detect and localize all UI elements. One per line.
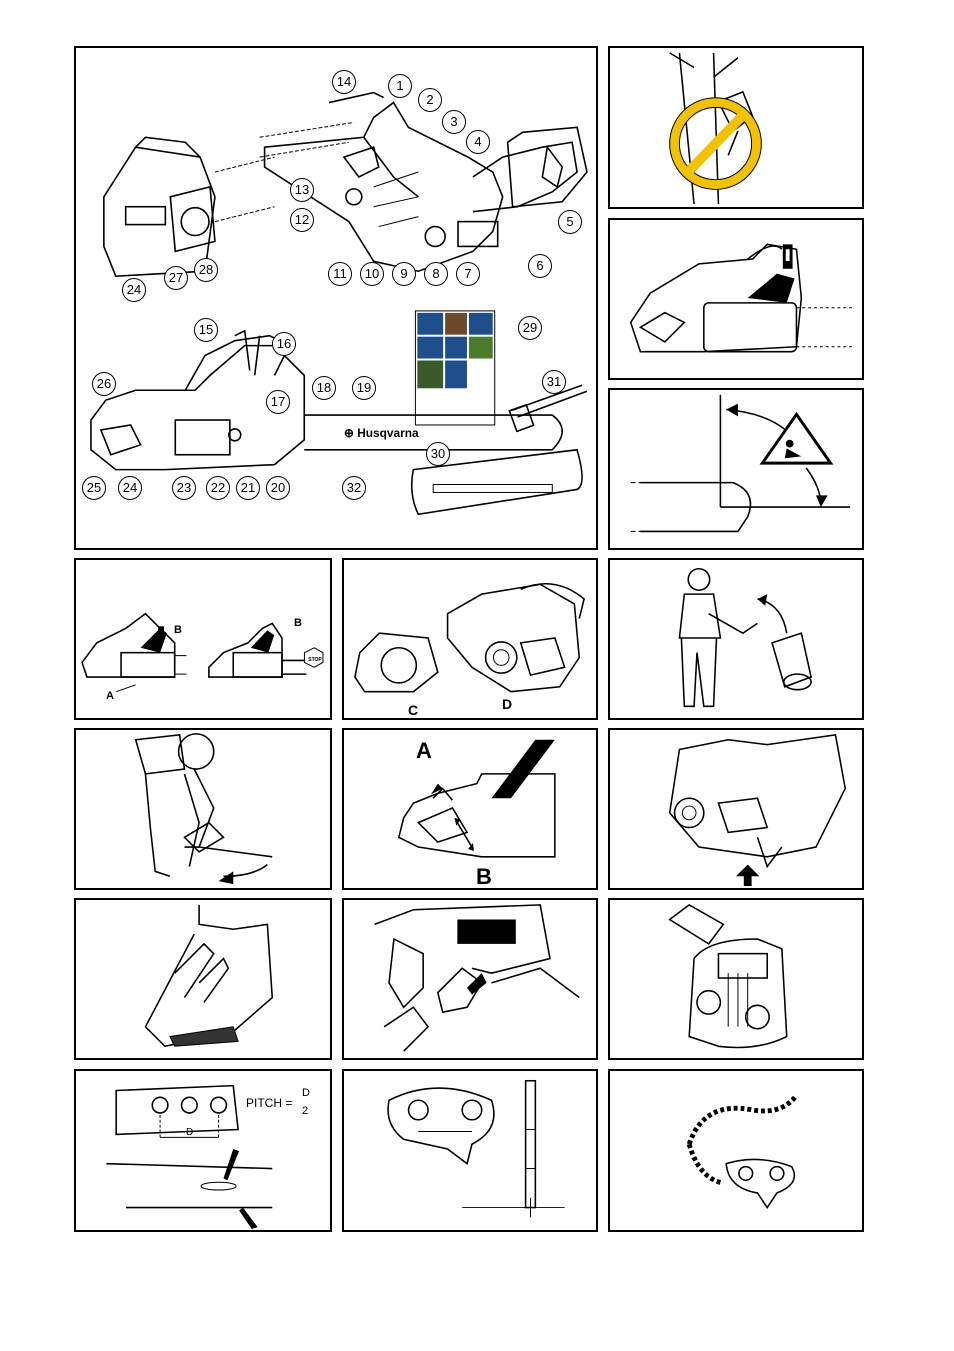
- callout-2: 2: [418, 88, 442, 112]
- pitch-formula-label: PITCH =: [246, 1096, 293, 1110]
- label-brake-b-right: B: [294, 617, 302, 629]
- callout-23: 22: [206, 476, 230, 500]
- label-c: C: [408, 702, 419, 718]
- callout-24-bottom: 23: [172, 476, 196, 500]
- chain-catcher-detail-panel: [608, 728, 864, 890]
- callout-20: 32: [342, 476, 366, 500]
- label-brake-a: A: [106, 690, 114, 702]
- callout-16: 16: [272, 332, 296, 356]
- parts-overview-drawing: [76, 48, 596, 548]
- throttle-lock-panel: [342, 898, 598, 1060]
- air-filter-panel: [608, 898, 864, 1060]
- front-handle-panel: [74, 898, 332, 1060]
- callout-18: 18: [312, 376, 336, 400]
- callout-9: 9: [392, 262, 416, 286]
- callout-5: 5: [558, 210, 582, 234]
- parts-overview-panel: [74, 46, 598, 550]
- callout-1: 1: [388, 74, 412, 98]
- brand-wordmark: ⊕ Husqvarna: [343, 425, 419, 440]
- callout-4: 4: [466, 130, 490, 154]
- callout-6: 6: [528, 254, 552, 278]
- chain-pitch-panel: [74, 1069, 332, 1232]
- callout-22: 21: [236, 476, 260, 500]
- kickback-zone-panel: [608, 388, 864, 550]
- label-brake-b-left: B: [174, 624, 182, 636]
- callout-7: 7: [456, 262, 480, 286]
- callout-24-top: 24: [122, 278, 146, 302]
- callout-15: 15: [194, 318, 218, 342]
- callout-21: 20: [266, 476, 290, 500]
- callout-29: 28: [194, 258, 218, 282]
- depth-gauge-panel: [342, 1069, 598, 1232]
- label-d: D: [502, 696, 513, 712]
- no-climbing-panel: [608, 46, 864, 209]
- callout-12: 12: [290, 208, 314, 232]
- callout-30: 29: [518, 316, 542, 340]
- callout-8: 8: [424, 262, 448, 286]
- callout-31: 30: [426, 442, 450, 466]
- pitch-formula-denominator: 2: [302, 1105, 309, 1117]
- label-guard-a: A: [416, 738, 432, 763]
- label-guard-b: B: [476, 864, 492, 889]
- callout-28: 27: [164, 266, 188, 290]
- chain-brake-ab-panel: [74, 558, 332, 720]
- callout-13: 13: [290, 178, 314, 202]
- operator-crouch-panel: [74, 728, 332, 890]
- callout-14: 14: [332, 70, 356, 94]
- callout-17: 17: [266, 390, 290, 414]
- stop-sign-label: STOP: [308, 657, 322, 663]
- callout-11: 11: [328, 262, 352, 286]
- operator-log-panel: [608, 558, 864, 720]
- callout-32: 31: [542, 370, 566, 394]
- callout-26: 25: [82, 476, 106, 500]
- callout-27: 26: [92, 372, 116, 396]
- callout-3: 3: [442, 110, 466, 134]
- callout-25: 24: [118, 476, 142, 500]
- chain-catcher-panel: [342, 558, 598, 720]
- pitch-formula-numerator: D: [302, 1087, 310, 1099]
- hand-guard-panel: [342, 728, 598, 890]
- chain-brake-guard-panel: [608, 218, 864, 380]
- callout-10: 10: [360, 262, 384, 286]
- chain-link-panel: [608, 1069, 864, 1232]
- pitch-dimension-d: D: [186, 1127, 194, 1138]
- callout-19: 19: [352, 376, 376, 400]
